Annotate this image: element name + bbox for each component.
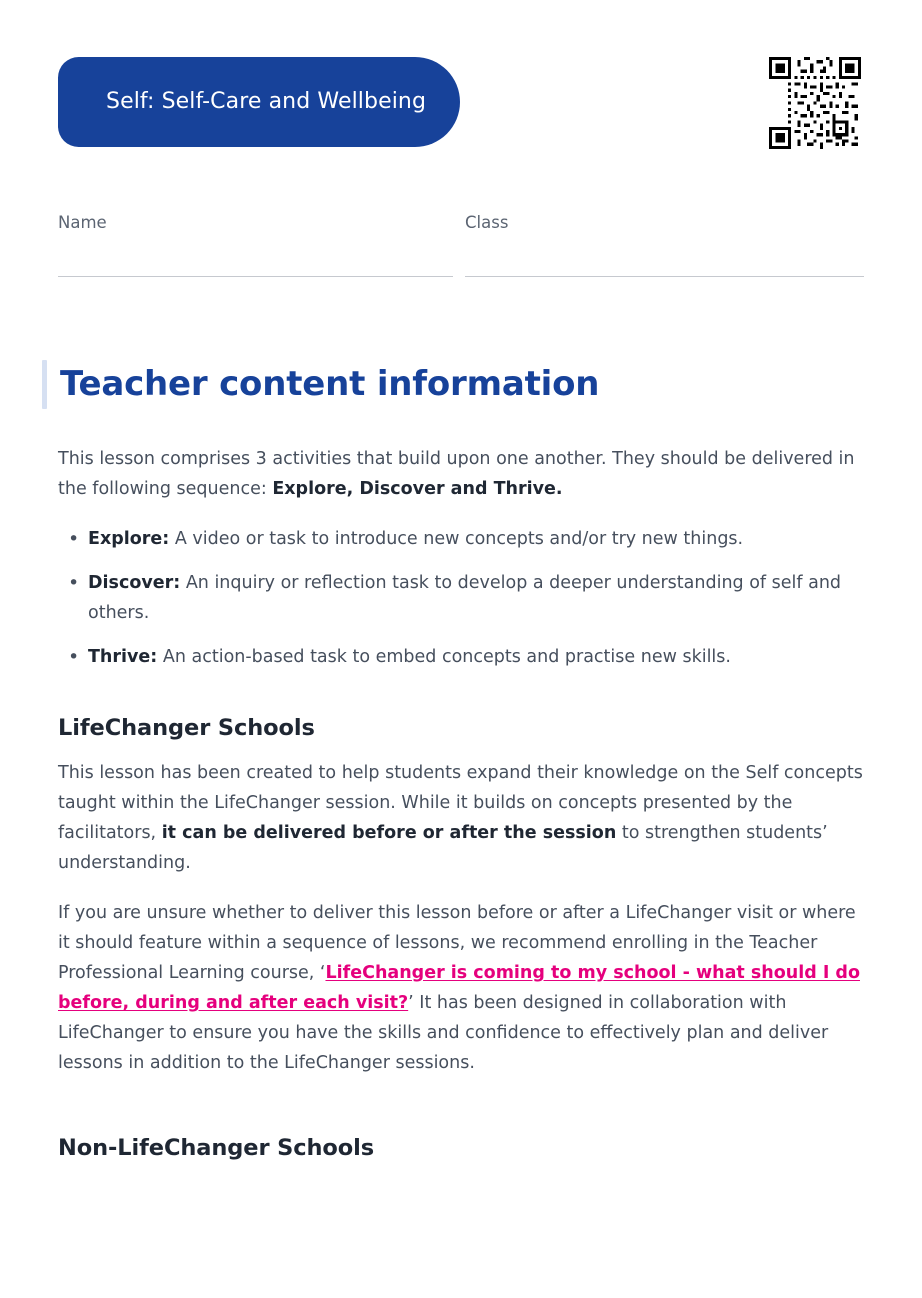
non-lifechanger-schools-section bbox=[58, 1135, 864, 1161]
lesson-title-text: Self: Self-Care and Wellbeing bbox=[106, 88, 427, 114]
class-field-label: Class bbox=[465, 213, 509, 232]
name-field[interactable] bbox=[58, 205, 461, 277]
activity-text: A video or task to introduce new concepts and/or try new things. bbox=[169, 529, 744, 550]
lifechanger-paragraph-1 bbox=[58, 758, 864, 878]
lifechanger-p2-part1: If you are unsure whether to deliver this lesson before or after a LifeChanger visit or where it should feature within a sequence of lessons, we recommend enrolling in the Teacher Professional Learning course, ‘ bbox=[58, 902, 856, 984]
lifechanger-p1-part1: This lesson has been created to help students expand their knowledge on the Self concepts taught within the LifeChanger session. While it builds on concepts presented by the facilitators, bbox=[58, 762, 863, 843]
intro-paragraph bbox=[58, 444, 864, 504]
intro-text: This lesson comprises 3 activities that build upon one another. They should be delivered in the following sequence: bbox=[58, 449, 855, 500]
page-title-text: Teacher content information bbox=[60, 364, 600, 404]
name-field-line bbox=[58, 276, 453, 278]
lifechanger-schools-section bbox=[58, 715, 864, 1079]
page-header bbox=[0, 0, 922, 190]
class-field[interactable] bbox=[461, 205, 864, 277]
heading-accent-bar bbox=[42, 360, 47, 409]
page-title bbox=[42, 360, 599, 409]
lifechanger-p1-bold: it can be delivered before or after the session bbox=[161, 822, 617, 843]
name-field-label: Name bbox=[58, 213, 107, 232]
list-item bbox=[88, 568, 864, 628]
intro-bold: Explore, Discover and Thrive. bbox=[272, 479, 563, 500]
activities-list bbox=[58, 524, 864, 672]
lifechanger-paragraph-2 bbox=[58, 898, 864, 1079]
activity-label: Thrive: bbox=[88, 647, 158, 668]
activity-text: An inquiry or reflection task to develop a deeper understanding of self and others. bbox=[88, 573, 842, 624]
list-item bbox=[88, 642, 864, 672]
activity-label: Discover: bbox=[88, 573, 181, 594]
class-field-line bbox=[465, 276, 864, 278]
main-content bbox=[58, 444, 864, 1178]
non-lifechanger-schools-heading: Non-LifeChanger Schools bbox=[58, 1134, 375, 1161]
lesson-title-badge bbox=[58, 57, 460, 147]
lifechanger-p1-part2: to strengthen students’ understanding. bbox=[58, 822, 828, 873]
activity-label: Explore: bbox=[88, 529, 170, 550]
lifechanger-p2-part2: ’ It has been designed in collaboration with LifeChanger to ensure you have the skills and confidence to effectively plan and deliver lessons in addition to the LifeChanger sessions. bbox=[58, 993, 829, 1074]
qr-code bbox=[769, 57, 861, 149]
list-item bbox=[88, 524, 864, 554]
student-fields bbox=[58, 205, 864, 277]
activity-text: An action-based task to embed concepts and practise new skills. bbox=[157, 647, 731, 668]
lifechanger-schools-heading: LifeChanger Schools bbox=[58, 714, 315, 741]
tpl-course-link[interactable]: LifeChanger is coming to my school - what should I do before, during and after each visit? bbox=[58, 963, 860, 1014]
